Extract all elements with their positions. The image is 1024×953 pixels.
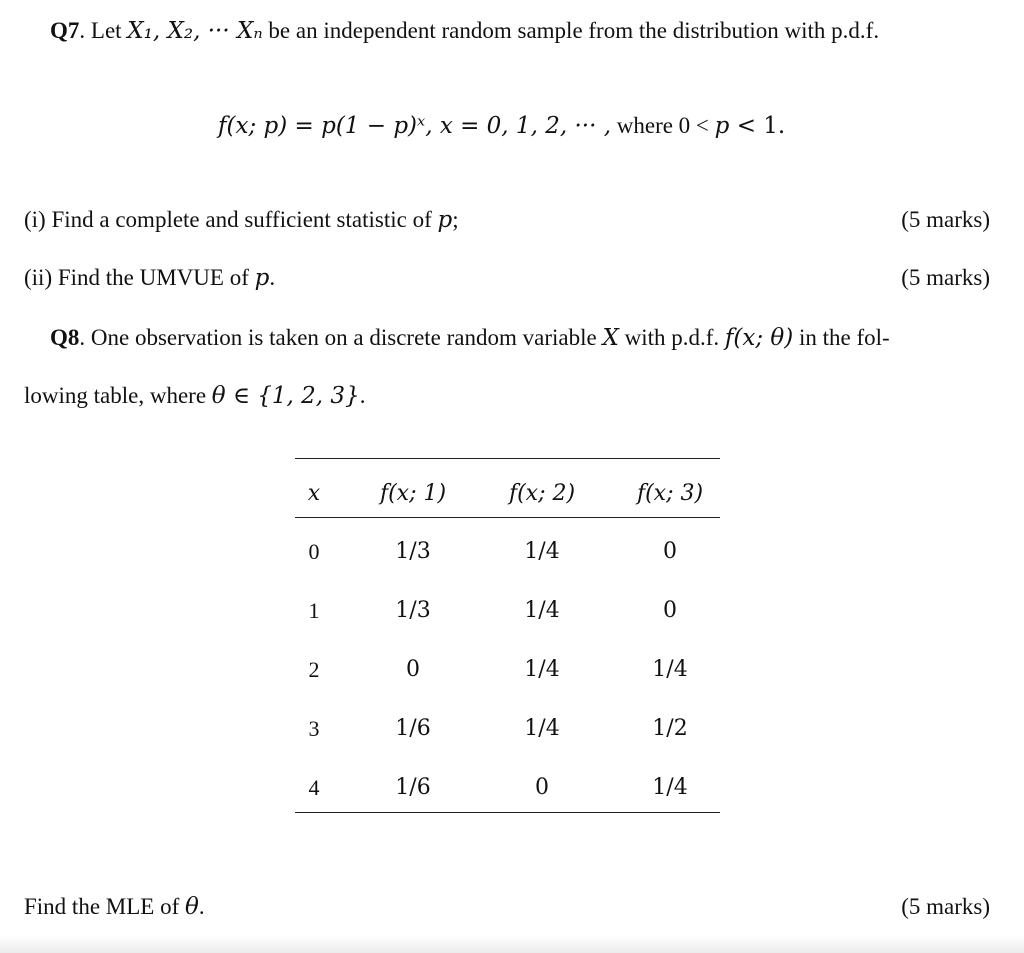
q7-part-i	[24, 205, 459, 235]
q7-part-ii-var: p	[254, 265, 270, 291]
q7-part-i-end: ;	[452, 207, 459, 232]
q8-intro-pdf: f(x; θ)	[724, 325, 794, 351]
table-top-rule	[295, 458, 720, 459]
q7-part-i-var: p	[437, 207, 453, 233]
table-cell: 1/4	[524, 598, 560, 623]
table-header-rule	[295, 517, 720, 518]
q8-final-end: .	[198, 894, 205, 919]
table-bottom-rule	[295, 812, 720, 813]
q8-intro-var: X	[602, 325, 619, 351]
table-cell: 1/6	[395, 716, 431, 741]
q7-part-ii-end: .	[269, 265, 276, 290]
q7-pdf-formula	[218, 111, 785, 141]
q8-intro-2: with p.d.f.	[618, 325, 725, 350]
q8-line2-pre: lowing table, where	[24, 383, 212, 408]
q7-part-i-marks: (5 marks)	[901, 207, 990, 232]
q7-intro-pre: . Let	[79, 18, 128, 43]
table-cell: 1/4	[524, 539, 560, 564]
table-cell: 1/4	[524, 657, 560, 682]
q8-final-var: θ	[185, 894, 199, 920]
table-cell: 1/4	[652, 775, 688, 800]
q8-line2-end: .	[359, 383, 366, 408]
q8-intro	[50, 323, 890, 353]
table-cell: 3	[308, 716, 320, 741]
table-header-x: x	[307, 481, 321, 506]
table-cell: 0	[663, 598, 677, 623]
table-cell: 0	[406, 657, 420, 682]
table-cell: 0	[308, 539, 320, 564]
table-cell: 2	[308, 657, 320, 682]
q7-pdf-condition-var: p	[714, 113, 730, 139]
q8-final-marks: (5 marks)	[901, 894, 990, 919]
q8-intro-line2	[24, 381, 365, 411]
q8-intro-3: in the fol-	[793, 325, 890, 350]
q7-part-ii-marks: (5 marks)	[901, 265, 990, 290]
q7-part-i-text: (i) Find a complete and sufficient statistic of	[24, 207, 438, 232]
q8-intro-1: . One observation is taken on a discrete random variable	[79, 325, 603, 350]
q8-line2-set: θ ∈ {1, 2, 3}	[211, 383, 360, 409]
table-cell: 4	[308, 775, 320, 800]
q7-pdf-expression: f(x; p) = p(1 − p)ˣ, x = 0, 1, 2, ··· ,	[218, 113, 611, 139]
q7-part-ii	[24, 263, 275, 293]
table-cell: 1/3	[395, 539, 431, 564]
q7-pdf-condition-end: < 1.	[729, 113, 786, 139]
q7-pdf-condition-text: where 0 <	[611, 113, 715, 138]
table-cell: 0	[663, 539, 677, 564]
table-header-f2: f(x; 2)	[508, 481, 576, 506]
table-cell: 1/4	[524, 716, 560, 741]
q7-sample: X₁, X₂, ··· Xₙ	[127, 18, 263, 44]
table-header-f3: f(x; 3)	[636, 481, 704, 506]
q8-final-text: Find the MLE of	[24, 894, 185, 919]
table-cell: 1/4	[652, 657, 688, 682]
q8-label: Q8	[50, 325, 80, 350]
q7-intro-post: be an independent random sample from the distribution with p.d.f.	[262, 18, 880, 43]
table-cell: 1/3	[395, 598, 431, 623]
table-cell: 1	[308, 598, 320, 623]
q7-label: Q7	[50, 18, 80, 43]
page-bottom-edge	[0, 935, 1024, 953]
q7-intro	[50, 16, 879, 46]
q7-part-ii-text: (ii) Find the UMVUE of	[24, 265, 255, 290]
table-cell: 1/2	[652, 716, 688, 741]
table-cell: 0	[535, 775, 549, 800]
table-header-f1: f(x; 1)	[379, 481, 447, 506]
table-cell: 1/6	[395, 775, 431, 800]
q8-final	[24, 892, 205, 922]
